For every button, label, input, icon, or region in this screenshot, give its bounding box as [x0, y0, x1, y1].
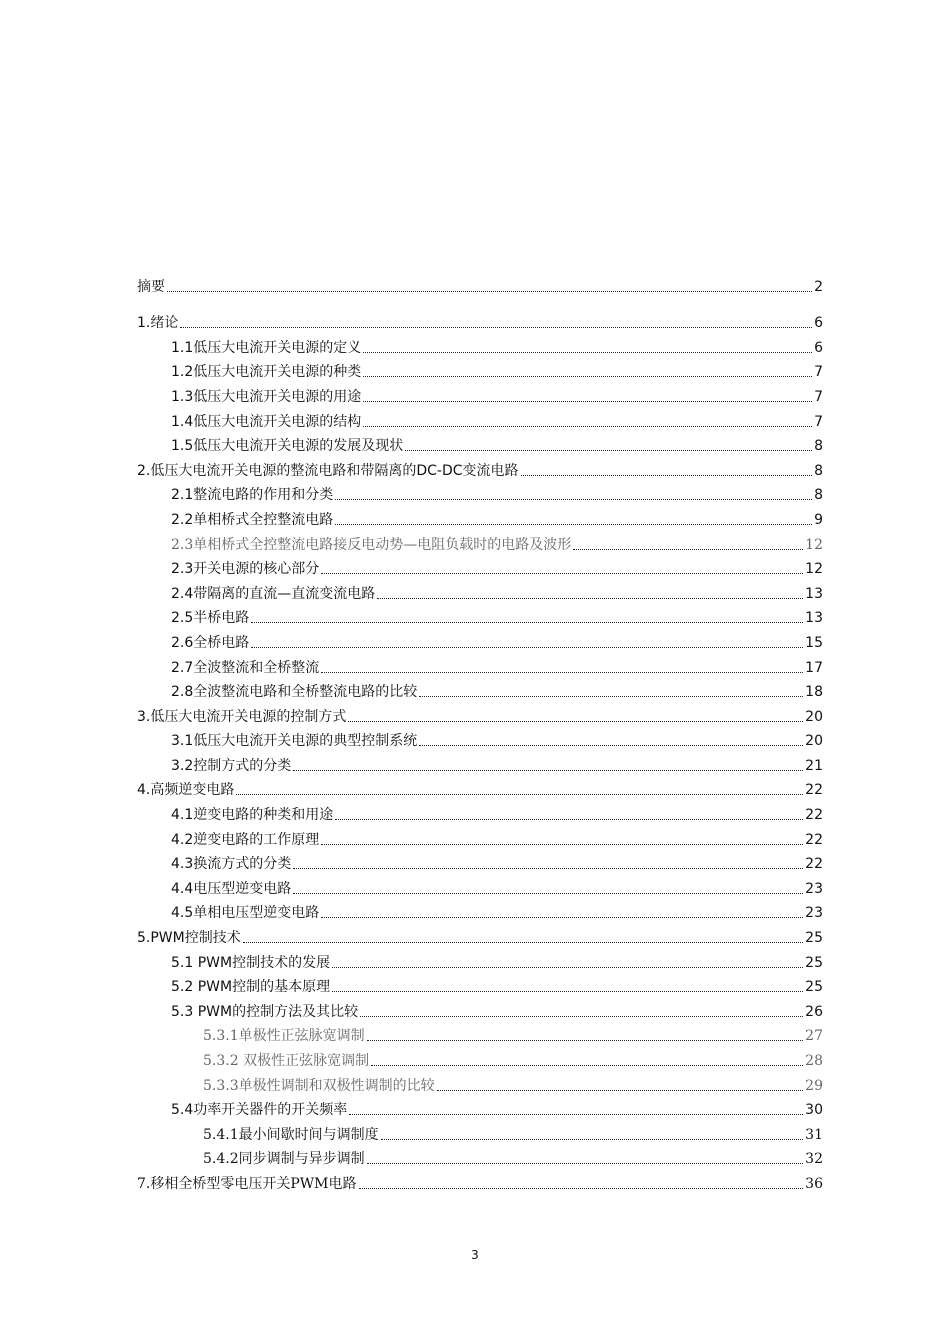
toc-entry-page: 23: [805, 880, 823, 897]
toc-entry-title: 3.2控制方式的分类: [171, 757, 292, 774]
toc-entry-title: 5.PWM控制技术: [137, 930, 241, 947]
toc-entry-page: 15: [805, 634, 823, 651]
toc-entry[interactable]: [137, 455, 823, 480]
toc-entry[interactable]: [137, 1095, 823, 1120]
toc-entry[interactable]: [137, 996, 823, 1021]
toc-dot-leader: [377, 598, 803, 599]
toc-entry-title: 5.2 PWM控制的基本原理: [171, 979, 331, 996]
toc-dot-leader: [335, 819, 803, 820]
toc-entry-title: 4.高频逆变电路: [137, 782, 235, 799]
toc-entry-page: 26: [805, 1003, 823, 1020]
toc-dot-leader: [251, 647, 803, 648]
toc-entry-page: 7: [814, 413, 823, 430]
toc-entry-page: 25: [805, 954, 823, 971]
toc-entry[interactable]: [137, 554, 823, 579]
page-number: 3: [471, 1248, 479, 1262]
toc-entry-title: 4.2逆变电路的工作原理: [171, 831, 320, 848]
toc-entry[interactable]: [137, 1045, 823, 1070]
toc-entry-page: 30: [805, 1102, 823, 1119]
toc-entry-page: 36: [805, 1175, 823, 1192]
toc-dot-leader: [363, 376, 812, 377]
toc-entry[interactable]: [137, 578, 823, 603]
toc-entry[interactable]: [137, 1144, 823, 1169]
table-of-contents: [137, 271, 823, 1193]
toc-entry-title: 2.1整流电路的作用和分类: [171, 487, 334, 504]
toc-dot-leader: [321, 917, 803, 918]
toc-entry-title: 2.2单相桥式全控整流电路: [171, 511, 334, 528]
toc-entry[interactable]: [137, 799, 823, 824]
toc-entry-title: 4.1逆变电路的种类和用途: [171, 807, 334, 824]
toc-entry-page: 23: [805, 905, 823, 922]
toc-dot-leader: [363, 426, 812, 427]
toc-entry[interactable]: [137, 922, 823, 947]
toc-entry-title: 1.1低压大电流开关电源的定义: [171, 339, 362, 356]
toc-dot-leader: [521, 475, 813, 476]
toc-entry-title: 2.低压大电流开关电源的整流电路和带隔离的DC-DC变流电路: [137, 462, 519, 479]
toc-entry-title: 2.7全波整流和全桥整流: [171, 659, 320, 676]
toc-dot-leader: [321, 672, 803, 673]
toc-entry-page: 12: [805, 561, 823, 578]
toc-entry[interactable]: [137, 603, 823, 628]
toc-dot-leader: [293, 893, 803, 894]
toc-dot-leader: [167, 291, 812, 292]
toc-entry-title: 5.3.3单极性调制和双极性调制的比较: [203, 1077, 435, 1094]
toc-entry-page: 28: [805, 1053, 823, 1069]
toc-entry-page: 31: [805, 1126, 823, 1143]
toc-dot-leader: [236, 794, 803, 795]
toc-entry[interactable]: [137, 849, 823, 874]
toc-entry[interactable]: [137, 750, 823, 775]
toc-dot-leader: [405, 450, 812, 451]
toc-entry-page: 21: [805, 757, 823, 774]
toc-dot-leader: [321, 844, 803, 845]
toc-dot-leader: [243, 942, 803, 943]
toc-entry-title: 2.3单相桥式全控整流电路接反电动势—电阻负载时的电路及波形: [171, 536, 572, 553]
toc-dot-leader: [419, 696, 803, 697]
toc-entry-page: 25: [805, 979, 823, 996]
toc-dot-leader: [360, 1016, 803, 1017]
toc-entry-page: 22: [805, 782, 823, 799]
toc-entry[interactable]: [137, 1021, 823, 1046]
toc-entry-page: 29: [805, 1077, 823, 1094]
toc-entry-title: 7.移相全桥型零电压开关PWM电路: [137, 1175, 357, 1192]
toc-dot-leader: [180, 327, 812, 328]
toc-dot-leader: [573, 549, 803, 550]
toc-entry[interactable]: [137, 898, 823, 923]
toc-dot-leader: [367, 1163, 804, 1164]
toc-entry-title: 2.8全波整流电路和全桥整流电路的比较: [171, 684, 418, 701]
toc-entry[interactable]: [137, 677, 823, 702]
toc-entry-title: 4.5单相电压型逆变电路: [171, 905, 320, 922]
toc-dot-leader: [293, 868, 803, 869]
toc-dot-leader: [363, 352, 812, 353]
toc-entry[interactable]: [137, 972, 823, 997]
toc-entry-title: 3.低压大电流开关电源的控制方式: [137, 708, 347, 725]
toc-entry[interactable]: [137, 332, 823, 357]
toc-dot-leader: [293, 770, 803, 771]
toc-entry-title: 5.1 PWM控制技术的发展: [171, 954, 331, 971]
toc-entry[interactable]: [137, 431, 823, 456]
toc-entry[interactable]: [137, 406, 823, 431]
toc-entry-title: 5.4.2同步调制与异步调制: [203, 1151, 365, 1168]
toc-entry[interactable]: [137, 308, 823, 333]
toc-entry-page: 17: [805, 659, 823, 676]
toc-entry-page: 27: [805, 1028, 823, 1045]
toc-entry[interactable]: [137, 652, 823, 677]
toc-dot-leader: [371, 1065, 803, 1066]
toc-entry[interactable]: [137, 726, 823, 751]
toc-entry[interactable]: [137, 947, 823, 972]
toc-entry-title: 3.1低压大电流开关电源的典型控制系统: [171, 733, 418, 750]
toc-dot-leader: [367, 1040, 804, 1041]
toc-entry-title: 2.6全桥电路: [171, 634, 250, 651]
toc-entry-page: 25: [805, 930, 823, 947]
toc-entry[interactable]: [137, 775, 823, 800]
toc-entry-page: 9: [814, 511, 823, 528]
toc-entry-title: 4.3换流方式的分类: [171, 856, 292, 873]
toc-entry-title: 2.5半桥电路: [171, 610, 250, 627]
toc-dot-leader: [419, 745, 803, 746]
toc-entry-title: 2.4带隔离的直流—直流变流电路: [171, 585, 376, 602]
toc-entry[interactable]: [137, 824, 823, 849]
toc-dot-leader: [335, 524, 812, 525]
toc-entry-page: 8: [814, 462, 823, 479]
toc-entry-page: 22: [805, 856, 823, 873]
toc-entry-page: 8: [814, 438, 823, 455]
toc-entry-page: 7: [814, 364, 823, 381]
toc-dot-leader: [332, 967, 803, 968]
toc-entry-title: 1.5低压大电流开关电源的发展及现状: [171, 438, 404, 455]
toc-entry[interactable]: [137, 627, 823, 652]
toc-entry[interactable]: [137, 504, 823, 529]
toc-entry-page: 20: [805, 733, 823, 750]
toc-entry[interactable]: [137, 357, 823, 382]
toc-entry[interactable]: [137, 381, 823, 406]
toc-entry-page: 6: [814, 339, 823, 356]
toc-dot-leader: [335, 499, 812, 500]
toc-dot-leader: [349, 1114, 803, 1115]
toc-dot-leader: [381, 1139, 804, 1140]
toc-entry-page: 18: [805, 684, 823, 701]
toc-entry-page: 2: [814, 278, 823, 295]
toc-entry-page: 20: [805, 708, 823, 725]
toc-dot-leader: [359, 1188, 804, 1189]
toc-dot-leader: [363, 401, 812, 402]
toc-entry-title: 1.3低压大电流开关电源的用途: [171, 388, 362, 405]
toc-entry-page: 8: [814, 487, 823, 504]
toc-entry[interactable]: [137, 480, 823, 505]
toc-dot-leader: [437, 1090, 804, 1091]
toc-entry-title: 1.绪论: [137, 315, 179, 332]
toc-entry-title: 5.4功率开关器件的开关频率: [171, 1102, 348, 1119]
toc-entry-title: 5.3 PWM的控制方法及其比较: [171, 1003, 359, 1020]
toc-entry[interactable]: [137, 271, 823, 296]
toc-entry-page: 22: [805, 831, 823, 848]
toc-entry-page: 6: [814, 315, 823, 332]
toc-entry-page: 22: [805, 807, 823, 824]
toc-entry-title: 1.4低压大电流开关电源的结构: [171, 413, 362, 430]
toc-entry-page: 13: [805, 610, 823, 627]
toc-entry-title: 1.2低压大电流开关电源的种类: [171, 364, 362, 381]
toc-dot-leader: [348, 721, 803, 722]
toc-dot-leader: [321, 573, 803, 574]
toc-entry[interactable]: [137, 701, 823, 726]
toc-entry-page: 13: [805, 585, 823, 602]
toc-entry-title: 摘要: [137, 278, 165, 295]
toc-dot-leader: [251, 622, 803, 623]
toc-entry-title: 4.4电压型逆变电路: [171, 880, 292, 897]
toc-entry-page: 7: [814, 388, 823, 405]
toc-entry[interactable]: [137, 1070, 823, 1095]
toc-entry[interactable]: [137, 873, 823, 898]
toc-entry-page: 12: [805, 536, 823, 553]
toc-entry-title: 2.3开关电源的核心部分: [171, 561, 320, 578]
toc-entry[interactable]: [137, 1168, 823, 1193]
toc-entry-title: 5.3.2 双极性正弦脉宽调制: [203, 1053, 370, 1069]
toc-entry-page: 32: [805, 1151, 823, 1168]
toc-dot-leader: [332, 991, 803, 992]
toc-entry-title: 5.3.1单极性正弦脉宽调制: [203, 1028, 365, 1045]
toc-entry-title: 5.4.1最小间歇时间与调制度: [203, 1126, 379, 1143]
toc-entry[interactable]: [137, 529, 823, 554]
toc-entry[interactable]: [137, 1119, 823, 1144]
